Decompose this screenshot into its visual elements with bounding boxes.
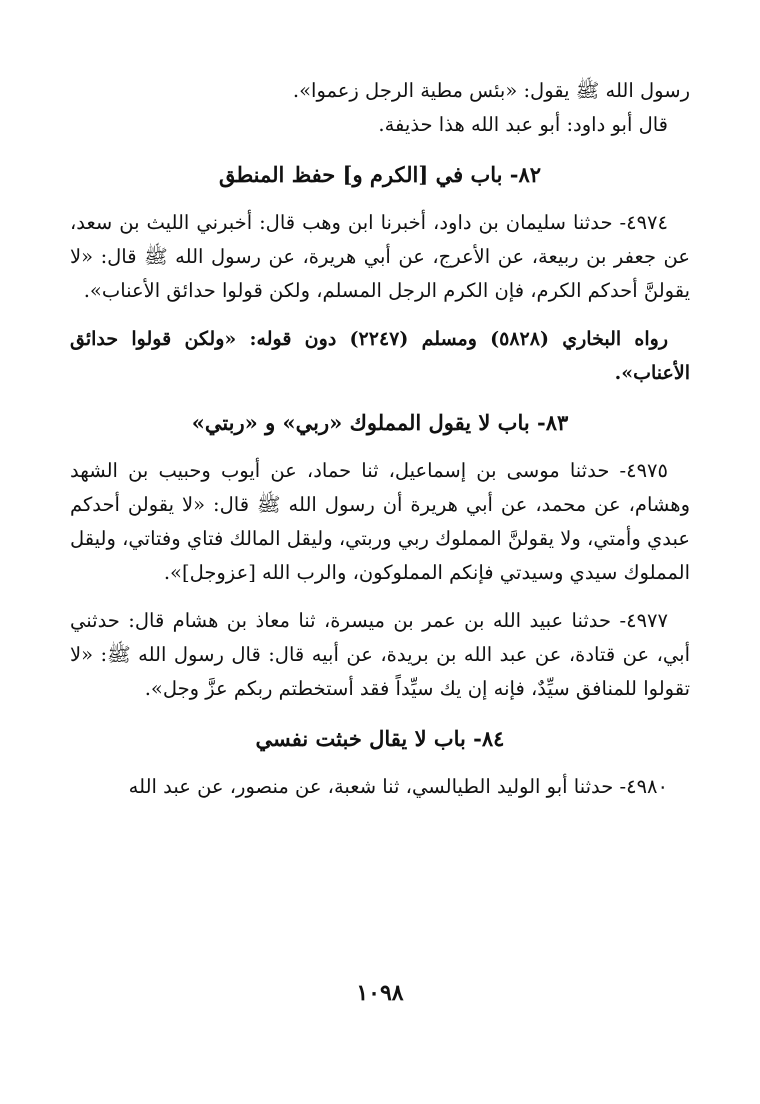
hadith-4975: ٤٩٧٥- حدثنا موسى بن إسماعيل، ثنا حماد، عن أيوب وحبيب بن الشهد وهشام، عن محمد، عن أبي هريرة أن رسول الله ﷺ قال: «لا يقولن أحدكم عبدي وأمتي، ولا يقولنَّ المملوك ربي وربتي، وليقل المالك فتاي وفتاتي، وليقل المملوك سيدي وسيدتي فإنكم المملوكون، والرب الله [عزوجل]». bbox=[70, 459, 690, 584]
intro-line-2: قال أبو داود: أبو عبد الله هذا حذيفة. bbox=[378, 113, 668, 136]
takhrij-note-4974: رواه البخاري (٥٨٢٨) ومسلم (٢٢٤٧) دون قوله: «ولكن قولوا حدائق الأعناب». bbox=[70, 328, 690, 384]
hadith-4974: ٤٩٧٤- حدثنا سليمان بن داود، أخبرنا ابن وهب قال: أخبرني الليث بن سعد، عن جعفر بن ربيعة، عن الأعرج، عن أبي هريرة، عن رسول الله ﷺ قال: «لا يقولنَّ أحدكم الكرم، فإن الكرم الرجل المسلم، ولكن قولوا حدائق الأعناب». bbox=[70, 211, 690, 302]
chapter-heading-83: ٨٣- باب لا يقول المملوك «ربي» و «ربتي» bbox=[191, 410, 569, 435]
hadith-4980: ٤٩٨٠- حدثنا أبو الوليد الطيالسي، ثنا شعبة، عن منصور، عن عبد الله bbox=[128, 775, 668, 798]
page-number: ١٠٩٨ bbox=[356, 980, 404, 1006]
chapter-heading-82: ٨٢- باب في [الكرم و] حفظ المنطق bbox=[218, 162, 542, 187]
page-content bbox=[70, 74, 690, 804]
intro-line-1: رسول الله ﷺ يقول: «بئس مطية الرجل زعموا». bbox=[292, 79, 690, 102]
hadith-4977: ٤٩٧٧- حدثنا عبيد الله بن عمر بن ميسرة، ثنا معاذ بن هشام قال: حدثني أبي، عن قتادة، عن عبد الله بن بريدة، عن أبيه قال: قال رسول الله ﷺ: «لا تقولوا للمنافق سيِّدٌ، فإنه إن يك سيِّداً فقد أستخطتم ربكم عزَّ وجل». bbox=[70, 609, 690, 700]
chapter-heading-84: ٨٤- باب لا يقال خبثت نفسي bbox=[255, 726, 505, 751]
